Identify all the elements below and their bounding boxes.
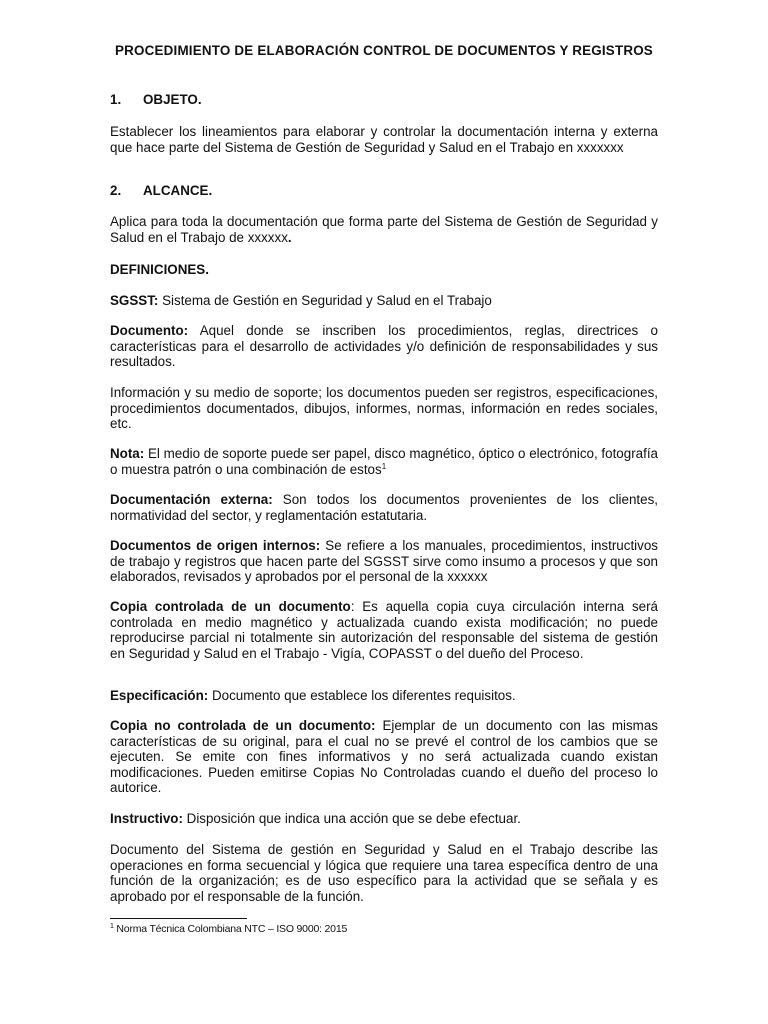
definition-sgsst — [110, 293, 658, 309]
documento-sistema-paragraph: Documento del Sistema de gestión en Seguridad y Salud en el Trabajo describe las operaciones en forma secuencial y lógica que requiere una tarea específica dentro de una función de la organización; es de uso específico para la actividad que se señala y es aprobado por el responsable de la función. — [110, 842, 658, 904]
definition-copia-controlada — [110, 599, 658, 661]
footnote-text: Norma Técnica Colombiana NTC – ISO 9000: 2015 — [113, 923, 348, 935]
definition-documentos-internos — [110, 538, 658, 585]
definition-text: Ejemplar de un documento con las mismas características de su original, para el cual no se prevé el control de los cambios que se ejecuten. Se emite con fines informativos y no será actualizada cuando existan modificaciones. Pueden emitirse Copias No Controladas cuando el dueño del proceso lo autorice. — [110, 718, 658, 795]
definition-especificacion — [110, 688, 658, 704]
definition-copia-no-controlada — [110, 718, 658, 796]
definition-term: Instructivo: — [110, 811, 183, 826]
footnote-separator — [110, 918, 247, 919]
definition-term: Documentos de origen internos: — [110, 538, 321, 553]
section-number: 2. — [110, 183, 122, 198]
definition-text: Sistema de Gestión en Seguridad y Salud en el Trabajo — [158, 293, 492, 308]
definition-text: Son todos los documentos provenientes de los clientes, normatividad del sector, y reglamentación estatutaria. — [110, 492, 658, 523]
footnote — [110, 923, 347, 936]
informacion-paragraph: Información y su medio de soporte; los documentos pueden ser registros, especificaciones, procedimientos documentados, dibujos, informes, normas, información en redes sociales, etc. — [110, 385, 658, 431]
definition-term: SGSST: — [110, 293, 159, 308]
definition-text: Documento que establece los diferentes requisitos. — [208, 688, 516, 703]
section-title: ALCANCE. — [143, 183, 213, 198]
definition-nota — [110, 446, 658, 477]
definition-documentacion-externa — [110, 492, 658, 523]
footnote-number: 1 — [110, 923, 114, 930]
section-heading-objeto — [110, 92, 202, 108]
definition-term: Nota: — [110, 446, 145, 461]
section-title: OBJETO. — [143, 92, 202, 107]
document-title: PROCEDIMIENTO DE ELABORACIÓN CONTROL DE DOCUMENTOS Y REGISTROS — [115, 43, 653, 58]
definiciones-heading: DEFINICIONES. — [110, 262, 209, 277]
definition-text: : Es aquella copia cuya circulación interna será controlada en medio magnético y actualizada cuando exista modificación; no puede reproducirse parcial ni totalmente sin autorización del responsable del sistema de gestión en Seguridad y Salud en el Trabajo - Vigía, COPASST o del dueño del Proceso. — [110, 599, 658, 661]
definition-term: Especificación: — [110, 688, 209, 703]
objeto-paragraph: Establecer los lineamientos para elaborar y controlar la documentación interna y externa que hace parte del Sistema de Gestión de Seguridad y Salud en el Trabajo en xxxxxxx — [110, 124, 658, 155]
definition-term: Copia controlada de un documento — [110, 599, 351, 614]
definition-term: Documentación externa: — [110, 492, 273, 507]
definition-text: Aquel donde se inscriben los procedimientos, reglas, directrices o características para el desarrollo de actividades y/o definición de responsabilidades y sus resultados. — [110, 323, 658, 369]
section-number: 1. — [110, 92, 122, 107]
definition-term: Copia no controlada de un documento: — [110, 718, 376, 733]
alcance-text: Aplica para toda la documentación que forma parte del Sistema de Gestión de Seguridad y Salud en el Trabajo de xxxxxx — [110, 214, 658, 245]
definition-instructivo — [110, 811, 658, 827]
section-heading-alcance — [110, 183, 212, 199]
definition-term: Documento: — [110, 323, 189, 338]
definition-text: Se refiere a los manuales, procedimientos, instructivos de trabajo y registros que hacen parte del SGSST sirve como insumo a procesos y que son elaborados, revisados y aprobados por el personal de la xxxxxx — [110, 538, 658, 584]
definition-documento — [110, 323, 658, 370]
definition-text: El medio de soporte puede ser papel, disco magnético, óptico o electrónico, fotografía o muestra patrón o una combinación de estos — [110, 446, 658, 477]
alcance-end: . — [287, 229, 292, 245]
footnote-reference: 1 — [381, 461, 387, 471]
definition-text: Disposición que indica una acción que se debe efectuar. — [182, 811, 521, 826]
alcance-paragraph — [110, 214, 658, 245]
